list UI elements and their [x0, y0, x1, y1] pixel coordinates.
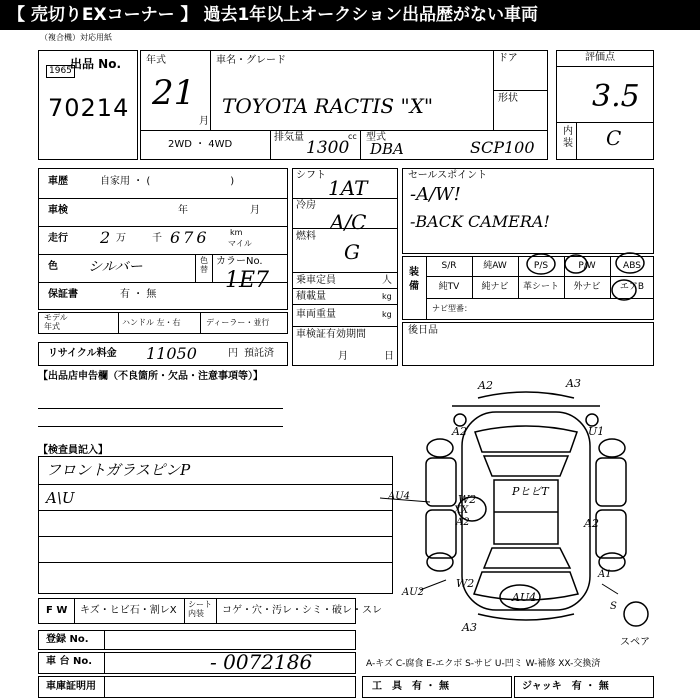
- diag-a2-top: A2: [478, 379, 493, 392]
- year-month-label: 月: [199, 116, 209, 127]
- hw-model: SCP100: [470, 138, 535, 157]
- mileage-man: 万: [116, 233, 126, 244]
- equip-ext-navi: 外ナビ: [573, 282, 601, 292]
- mileage-km: km: [230, 228, 243, 237]
- equip-tv: 純TV: [438, 282, 460, 292]
- diag-a2-right: A2: [584, 517, 599, 530]
- weight-label: 車両重量: [296, 309, 336, 320]
- year-label: 年式: [146, 55, 166, 66]
- seller-notes-label: 【出品店申告欄（不良箇所・欠品・注意事項等）】: [38, 371, 263, 382]
- inspection-month: 月: [250, 205, 260, 216]
- mileage-sen: 千: [152, 233, 162, 244]
- later-items-label: 後日品: [408, 325, 438, 336]
- diag-xx: XX: [454, 505, 469, 516]
- inspector-label: 【検査員記入】: [38, 445, 108, 456]
- hw-interior: C: [606, 126, 622, 150]
- diag-a2-left: A2: [452, 425, 467, 438]
- car-name-label: 車名・グレード: [216, 55, 286, 66]
- inspection-label: 車検: [48, 205, 68, 216]
- term-month: 月: [338, 351, 348, 362]
- tools-label: 工 具 有 ・ 無: [372, 681, 449, 692]
- score-label: 評価点: [585, 52, 615, 63]
- color-label: 色: [48, 261, 58, 272]
- hw-year: 21: [152, 73, 196, 113]
- equip-leather: 革シート: [522, 282, 559, 292]
- dealer-label: ディーラー・並行: [206, 318, 270, 327]
- hw-color-no: 1E7: [225, 268, 270, 293]
- recycle-label: リサイクル料金: [48, 348, 117, 359]
- hw-inspector-2: A\U: [46, 489, 75, 507]
- diag-au4-bottom: AU4: [512, 591, 537, 604]
- equip-navi: 純ナビ: [481, 282, 509, 292]
- hw-aircon: A/C: [330, 210, 367, 234]
- lot-label: 出品 No.: [70, 57, 122, 71]
- color-no-label: カラーNo.: [216, 256, 263, 267]
- reg-no-label: 登録 No.: [46, 634, 89, 645]
- equip-airbag: エアB: [619, 282, 645, 292]
- recycle-deposit: 預託済: [244, 348, 274, 359]
- spare-label: スペア: [620, 637, 650, 648]
- lot-number: 70214: [48, 94, 130, 122]
- handle-label: ハンドル 左・右: [122, 318, 181, 327]
- history-label: 車歴: [48, 176, 68, 187]
- capacity-unit: 人: [382, 275, 392, 286]
- damage-legend: A-キズ C-腐食 E-エクボ S-サビ U-凹ミ W-補修 XX-交換済: [366, 659, 601, 669]
- cc-label: cc: [348, 132, 357, 141]
- sales-point-label: セールスポイント: [408, 170, 488, 181]
- diag-ptc: PヒビT: [512, 485, 549, 498]
- repaint-label: 色替: [200, 256, 208, 274]
- term-label: 車検証有効期間: [296, 329, 366, 340]
- equip-aw: 純AW: [483, 261, 507, 271]
- diag-au4: AU4: [388, 491, 411, 502]
- hw-chassis-no: - 0072186: [210, 650, 313, 674]
- term-day: 日: [384, 351, 394, 362]
- hw-fuel: G: [344, 240, 360, 264]
- interior-label: 内装: [563, 126, 573, 149]
- lot-prefix: 1965: [46, 65, 75, 78]
- diag-a3-top: A3: [566, 377, 581, 390]
- diag-a1: A1: [598, 569, 612, 580]
- capacity-label: 乗車定員: [296, 275, 336, 286]
- hw-mileage-man: 2: [100, 228, 111, 247]
- auction-banner: 【 売切りEXコーナー 】 過去1年以上オークション出品歴がない車両: [0, 0, 700, 30]
- diag-s-rear: S: [610, 601, 617, 612]
- equip-pw: P/W: [578, 261, 596, 271]
- diag-a3-bottom: A3: [462, 621, 477, 634]
- displacement-label: 排気量: [274, 132, 304, 143]
- seat-options: コゲ・穴・汚レ・シミ・破レ・スレ: [222, 605, 382, 616]
- chassis-no-label: 車 台 No.: [46, 656, 93, 667]
- diag-au2: AU2: [402, 587, 425, 598]
- door-label: ドア: [498, 53, 518, 64]
- diag-w2: W2: [458, 493, 477, 506]
- diag-u1: U1: [588, 425, 605, 438]
- recycle-yen: 円: [228, 348, 238, 359]
- warranty-options: 有 ・ 無: [120, 289, 157, 300]
- form-note: （複合機）対応用紙: [40, 33, 112, 42]
- hw-inspector-1: フロントガラスピンP: [46, 461, 191, 479]
- hw-color: シルバー: [88, 259, 143, 275]
- diag-w2-bottom: W2: [456, 577, 475, 590]
- navi-model-label: ナビ型番：: [432, 304, 472, 313]
- hw-mileage-digits: 676: [170, 228, 210, 247]
- hw-recycle: 11050: [146, 344, 197, 363]
- diag-a2-mid: A2: [456, 517, 470, 528]
- weight-unit: kg: [382, 310, 392, 319]
- hw-car-name: TOYOTA RACTIS "X": [222, 94, 434, 118]
- mileage-mile: マイル: [228, 239, 252, 248]
- drive-label: 2WD ・ 4WD: [168, 139, 233, 150]
- fw-label: F W: [46, 605, 68, 616]
- hw-model-prefix: DBA: [370, 140, 404, 158]
- warranty-label: 保証書: [48, 289, 78, 300]
- aircon-label: 冷房: [296, 200, 316, 211]
- hw-sales-2: -BACK CAMERA!: [410, 212, 550, 231]
- hw-score: 3.5: [592, 79, 640, 114]
- jack-label: ジャッキ 有 ・ 無: [522, 681, 609, 692]
- equip-abs: ABS: [623, 261, 641, 271]
- history-options: 自家用 ・ ( ): [100, 176, 235, 187]
- equip-sr: S/R: [441, 261, 457, 271]
- equip-ps: P/S: [533, 261, 549, 271]
- shift-label: シフト: [296, 170, 326, 181]
- hw-shift: 1AT: [328, 176, 368, 200]
- fw-options: キズ・ヒビ石・割レX: [80, 605, 177, 616]
- load-unit: kg: [382, 292, 392, 301]
- load-label: 積載量: [296, 291, 326, 302]
- equipment-label: 装備: [409, 267, 419, 292]
- shape-label: 形状: [498, 93, 518, 104]
- model-year-label: モデル年式: [44, 313, 68, 331]
- garage-label: 車庫証明用: [46, 681, 96, 692]
- fuel-label: 燃料: [296, 231, 316, 242]
- model-label: 型式: [366, 132, 386, 143]
- hw-displacement: 1300: [306, 138, 350, 158]
- inspection-year: 年: [178, 205, 188, 216]
- mileage-label: 走行: [48, 233, 68, 244]
- hw-sales-1: -A/W!: [410, 184, 461, 205]
- seat-label: シート内装: [188, 600, 212, 618]
